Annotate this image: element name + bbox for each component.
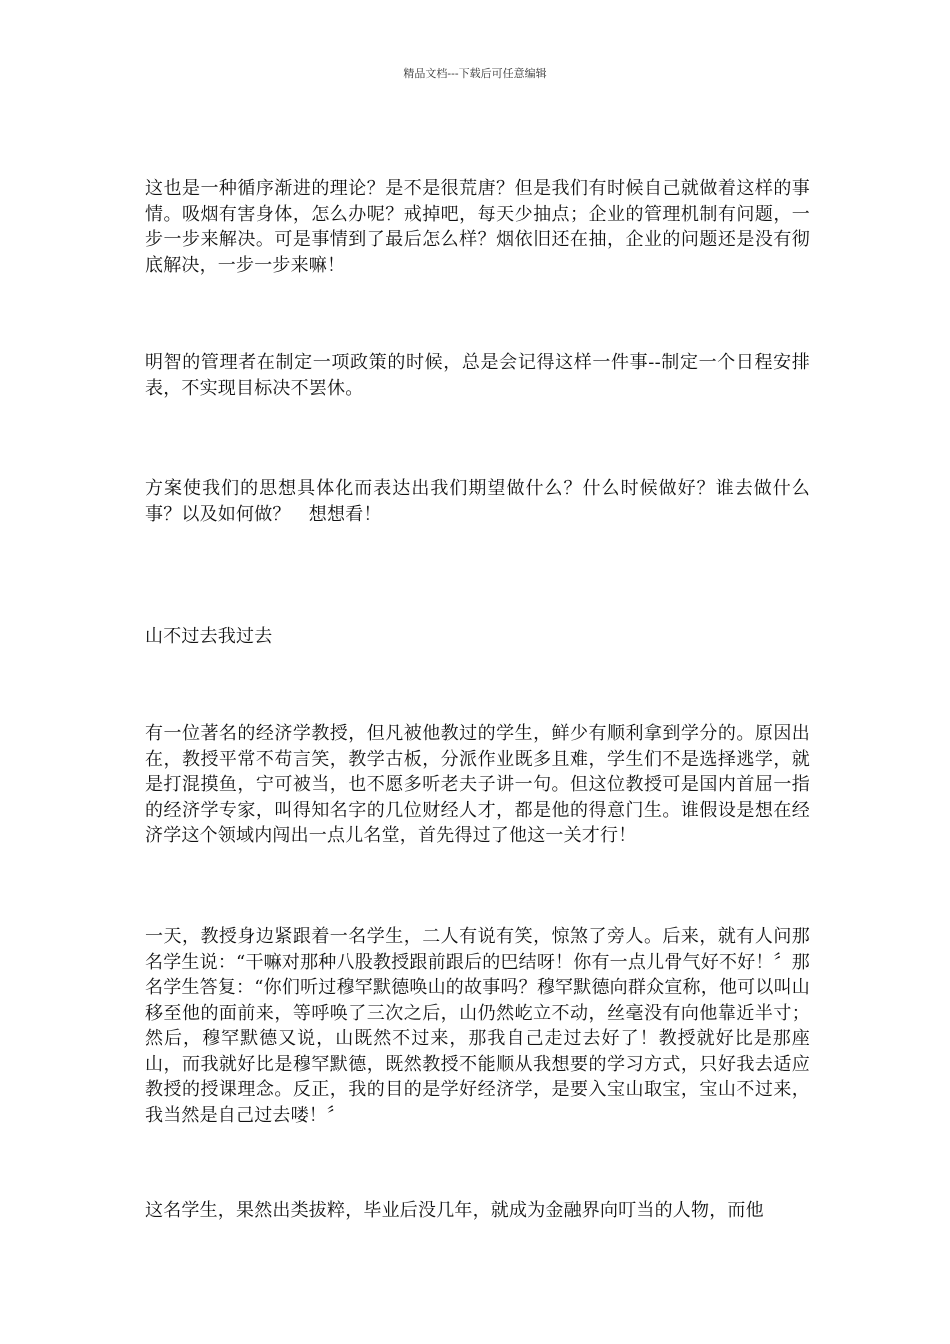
paragraph-plan: 方案使我们的思想具体化而表达出我们期望做什么？什么时候做好？谁去做什么事？以及如何做？ 想想看！	[145, 478, 810, 525]
paragraph-student-story: 一天，教授身边紧跟着一名学生，二人有说有笑，惊煞了旁人。后来，就有人问那名学生说：“干嘛对那种八股教授跟前跟后的巴结呀！你有一点儿骨气好不好！〞那名学生答复：“你们听过穆罕默德唤山的故事吗？穆罕默德向群众宣称，他可以叫山移至他的面前来，等呼唤了三次之后，山仍然屹立不动，丝毫没有向他靠近半寸；然后，穆罕默德又说，山既然不过来，那我自己走过去好了！教授就好比是那座山，而我就好比是穆罕默德，既然教授不能顺从我想要的学习方式，只好我去适应教授的授课理念。反正，我的目的是学好经济学，是要入宝山取宝，宝山不过来，我当然是自己过去喽！〞	[145, 926, 810, 1126]
paragraph-conclusion: 这名学生，果然出类拔粹，毕业后没几年，就成为金融界向叮当的人物，而他	[145, 1200, 764, 1221]
paragraph-professor: 有一位著名的经济学教授，但凡被他教过的学生，鲜少有顺利拿到学分的。原因出在，教授平常不苟言笑，教学古板，分派作业既多且难，学生们不是选择逃学，就是打混摸鱼，宁可被当，也不愿多听老夫子讲一句。但这位教授可是国内首屈一指的经济学专家，叫得知名字的几位财经人才，都是他的得意门生。谁假设是想在经济学这个领域内闯出一点儿名堂，首先得过了他这一关才行！	[145, 723, 810, 846]
paragraph-gradual-theory: 这也是一种循序渐进的理论？是不是很荒唐？但是我们有时候自己就做着这样的事情。吸烟有害身体，怎么办呢？戒掉吧，每天少抽点；企业的管理机制有问题，一步一步来解决。可是事情到了最后怎么样？烟依旧还在抽，企业的问题还是没有彻底解决，一步一步来嘛！	[145, 178, 810, 276]
paragraph-wise-manager: 明智的管理者在制定一项政策的时候，总是会记得这样一件事--制定一个日程安排表，不实现目标决不罢休。	[145, 352, 810, 399]
section-heading: 山不过去我过去	[145, 626, 273, 647]
page-header: 精品文档---下载后可任意编辑	[403, 67, 547, 80]
